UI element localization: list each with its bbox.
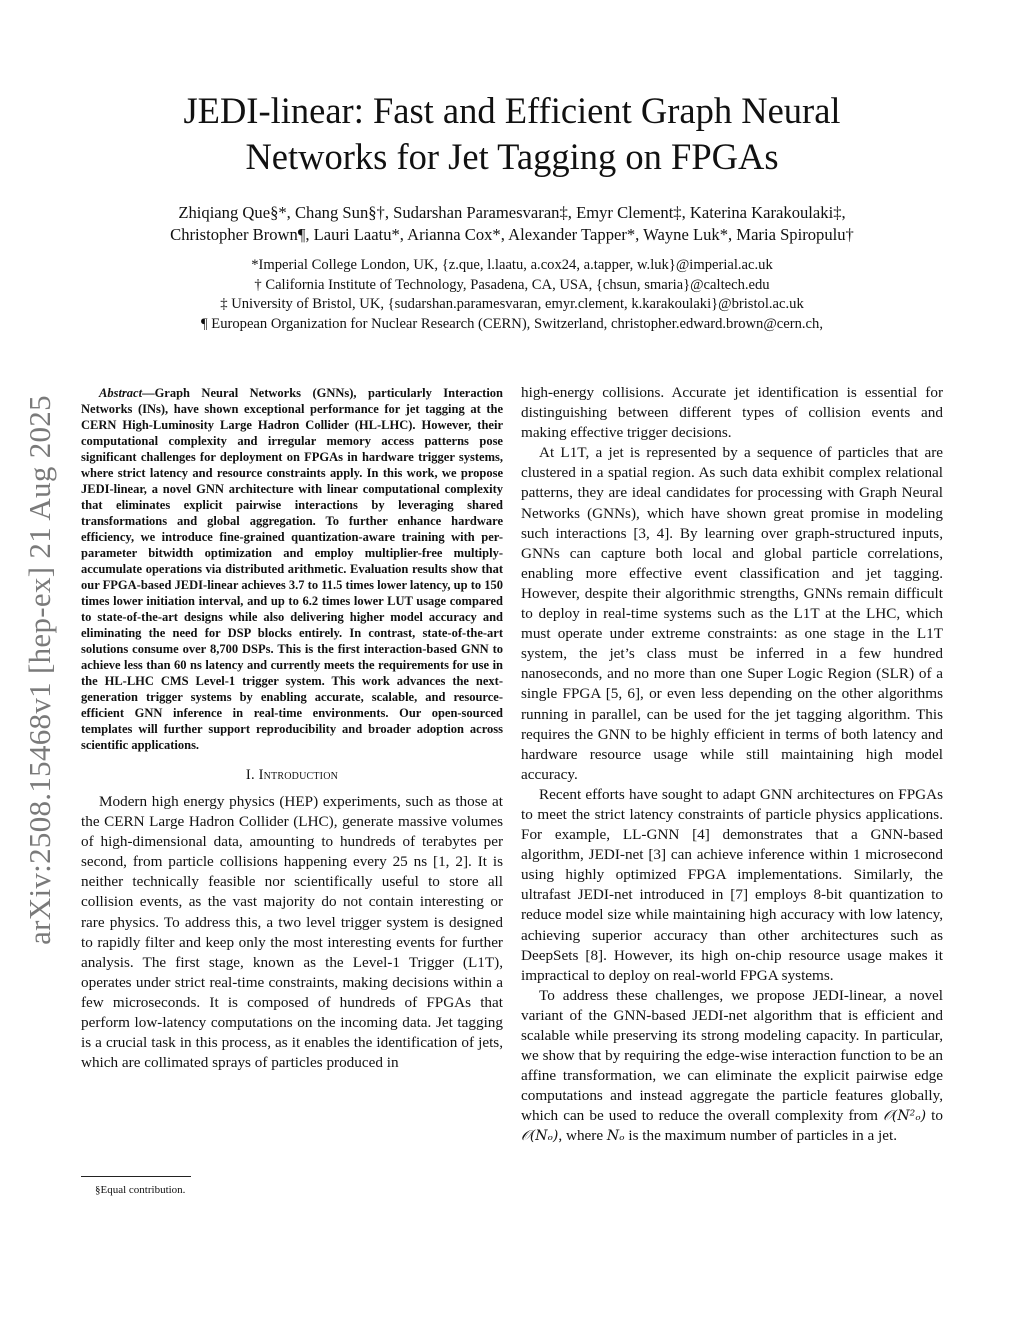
title-line-1: JEDI-linear: Fast and Efficient Graph Neural	[183, 90, 841, 131]
footnote-rule	[81, 1176, 191, 1177]
abstract-text: —Graph Neural Networks (GNNs), particularly Interaction Networks (INs), have shown exceptional performance for jet tagging at the CERN High-Luminosity Large Hadron Collider (HL-LHC). However, their computational complexity and irregular memory access patterns pose significant challenges for deployment on FPGAs in hardware trigger systems, where strict latency and resource constraints apply. In this work, we propose JEDI-linear, a novel GNN architecture with linear computational complexity that eliminates explicit pairwise interactions by leveraging shared transformations and global aggregation. To further enhance hardware efficiency, we introduce fine-grained quantization-aware training with per-parameter bitwidth optimization and employ multiplier-free multiply-accumulate operations via distributed arithmetic. Evaluation results show that our FPGA-based JEDI-linear achieves 3.7 to 11.5 times lower latency, up to 150 times lower initiation interval, and up to 6.2 times lower LUT usage compared to state-of-the-art designs while also delivering higher model accuracy and eliminating the need for DSP blocks entirely. In contrast, state-of-the-art solutions consume over 8,700 DSPs. This is the first interaction-based GNN to achieve less than 60 ns latency and currently meets the requirements for use in the HL-LHC CMS Level-1 trigger system. This work advances the next-generation trigger systems by enabling accurate, scalable, and resource-efficient GNN inference in real-time environments. Our open-sourced templates will further support reproducibility and broader adoption across scientific applications.	[81, 386, 503, 752]
arxiv-stamp	[10, 370, 70, 970]
left-column	[81, 385, 503, 1073]
abstract-label: Abstract	[99, 386, 143, 400]
complexity-linear: 𝒪(Nₒ)	[521, 1128, 559, 1145]
intro-paragraph-2: At L1T, a jet is represented by a sequence of particles that are clustered in a spatial region. As such data exhibit complex relational patterns, they are ideal candidates for processing with Graph Neural Networks (GNNs), which have shown great promise in modeling such interactions [3, 4]. By learning over graph-structured inputs, GNNs can capture both local and global particle correlations, enabling more effective event classification and jet tagging. However, despite their algorithmic strengths, GNNs remain difficult to deploy in real-time systems such as the L1T at the LHC, which must operate under extreme constraints: as one stage in the L1T system, the jet’s class must be inferred in a few hundred nanoseconds, and no more than one Super Logic Region (SLR) of a single FPGA [5, 6], or even less depending on the other algorithms running in parallel, can be used for the jet tagging algorithm. This requires the GNN to be highly efficient in terms of both latency and hardware resource usage while still maintaining high model accuracy.	[521, 444, 943, 783]
intro-paragraph-1: Modern high energy physics (HEP) experiments, such as those at the CERN Large Hadron Collider (LHC), generate massive volumes of high-dimensional data, amounting to hundreds of terabytes per second, from particle collisions happening every 25 ns [1, 2]. It is neither technically feasible nor scientifically useful to store all collision events, as the vast majority do not contain interesting or rare physics. To address this, a two level trigger system is designed to rapidly filter and keep only the most interesting events for further analysis. The first stage, known as the Level-1 Trigger (L1T), operates under strict real-time constraints, making decisions within a few microseconds. It is composed of hundreds of FPGAs that perform low-latency computations on the incoming data. Jet tagging is a crucial task in this process, as it enables the identification of jets, which are collimated sprays of particles produced in	[81, 793, 503, 1072]
authors-line-1: Zhiqiang Que§*, Chang Sun§†, Sudarshan Paramesvaran‡, Emyr Clement‡, Katerina Karakoulaki‡,	[178, 203, 846, 222]
author-list	[0, 202, 1024, 246]
paragraph-4-end: is the maximum number of particles in a jet.	[624, 1127, 898, 1145]
affiliation-caltech: † California Institute of Technology, Pasadena, CA, USA, {chsun, smaria}@caltech.edu	[254, 276, 770, 293]
footnote-equal-contribution: §Equal contribution.	[95, 1184, 186, 1196]
affiliations	[0, 256, 1024, 334]
paragraph-4-text: To address these challenges, we propose JEDI-linear, a novel variant of the GNN-based JEDI-net algorithm that is efficient and scalable while preserving its strong modeling capacity. In particular, we show that by requiring the edge-wise interaction function to be an affine transformation, we can eliminate the explicit pairwise edge computations and instead aggregate the particle features globally, which can be used to reduce the overall complexity from	[521, 986, 943, 1125]
abstract	[81, 385, 503, 753]
particle-count-symbol: Nₒ	[606, 1128, 625, 1145]
section-numeral: I.	[245, 767, 255, 783]
affiliation-bristol: ‡ University of Bristol, UK, {sudarshan.paramesvaran, emyr.clement, k.karakoulaki}@bristol.ac.uk	[220, 296, 804, 312]
intro-paragraph-continued: high-energy collisions. Accurate jet identification is essential for distinguishing between different types of collision events and making effective trigger decisions.	[521, 384, 943, 442]
intro-paragraph-4	[521, 986, 943, 1147]
authors-line-2: Christopher Brown¶, Lauri Laatu*, Arianna Cox*, Alexander Tapper*, Wayne Luk*, Maria Spiropulu†	[170, 225, 854, 244]
paper-title	[0, 88, 1024, 180]
section-title: Introduction	[258, 767, 339, 783]
title-line-2: Networks for Jet Tagging on FPGAs	[245, 136, 779, 177]
arxiv-stamp-text: arXiv:2508.15468v1 [hep-ex] 21 Aug 2025	[22, 395, 57, 945]
intro-paragraph-3: Recent efforts have sought to adapt GNN architectures on FPGAs to meet the strict latency constraints of particle physics applications. For example, LL-GNN [4] demonstrates that a GNN-based algorithm, JEDI-net [3] can achieve inference within 1 microsecond using highly optimized FPGA implementations. Similarly, the ultrafast JEDI-net introduced in [7] employs 8-bit quantization to reduce model size while maintaining high accuracy with low latency, achieving superior accuracy than other architectures such as DeepSets [8]. However, its high on-chip resource usage makes it impractical to deploy on real-world FPGA systems.	[521, 785, 943, 984]
paragraph-4-where: , where	[558, 1127, 604, 1145]
affiliation-cern: ¶ European Organization for Nuclear Research (CERN), Switzerland, christopher.edward.brown@cern.ch,	[201, 315, 823, 332]
complexity-quadratic: 𝒪(N²ₒ)	[883, 1108, 927, 1125]
affiliation-imperial: *Imperial College London, UK, {z.que, l.laatu, a.cox24, a.tapper, w.luk}@imperial.ac.uk	[251, 257, 773, 273]
right-column	[521, 383, 943, 1147]
section-heading-introduction	[81, 767, 503, 784]
paragraph-4-to: to	[926, 1107, 943, 1125]
